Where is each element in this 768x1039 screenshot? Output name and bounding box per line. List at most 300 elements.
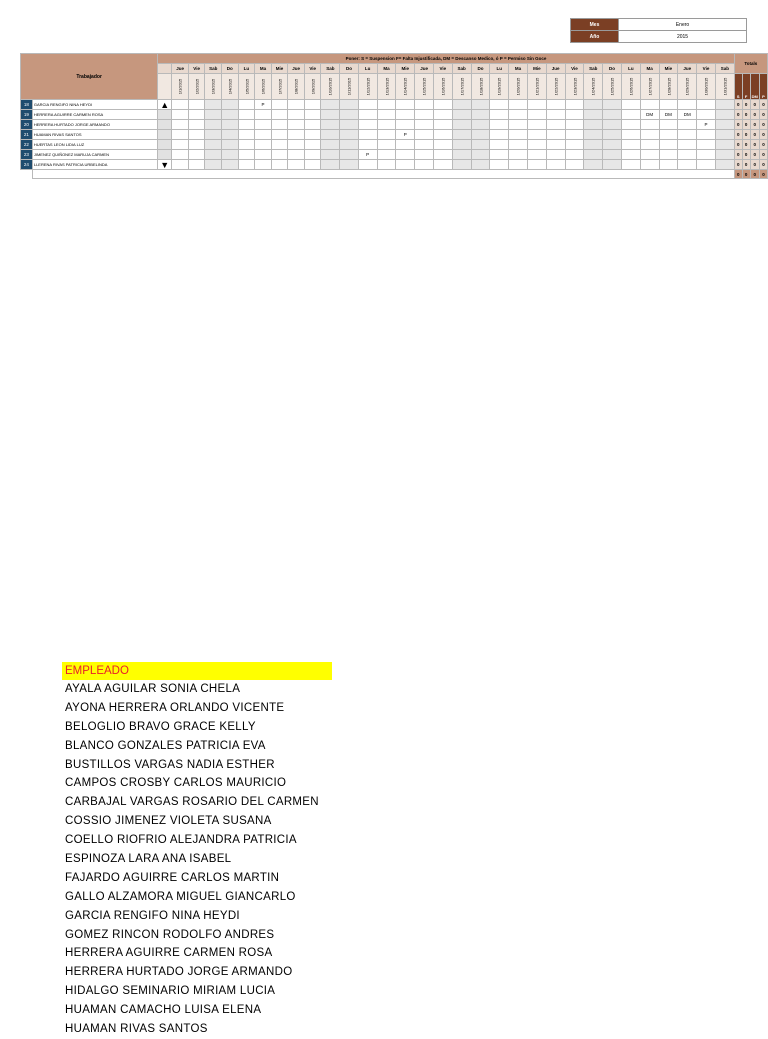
attendance-cell[interactable] <box>271 140 288 150</box>
attendance-cell[interactable] <box>238 110 255 120</box>
row-total: 0 <box>734 150 742 160</box>
attendance-cell[interactable] <box>603 150 622 160</box>
attendance-cell[interactable] <box>288 120 305 130</box>
list-item[interactable]: AYONA HERRERA ORLANDO VICENTE <box>65 701 285 714</box>
scrollbar-track[interactable] <box>158 110 172 120</box>
scroll-down-button[interactable] <box>158 160 172 170</box>
attendance-cell[interactable] <box>584 150 603 160</box>
date-header <box>377 74 396 100</box>
date-label: 1/2/2015 <box>194 78 200 95</box>
attendance-cell[interactable] <box>527 140 546 150</box>
table-row <box>21 110 768 120</box>
anio-value[interactable]: 2015 <box>619 31 747 43</box>
attendance-cell[interactable] <box>396 120 415 130</box>
date-label: 1/14/2015 <box>402 77 408 96</box>
attendance-cell[interactable] <box>452 140 471 150</box>
attendance-cell[interactable] <box>377 120 396 130</box>
scrollbar-track[interactable] <box>158 120 172 130</box>
attendance-cell[interactable] <box>238 130 255 140</box>
day-name-header: Sab <box>584 64 603 74</box>
attendance-cell[interactable] <box>640 140 659 150</box>
attendance-cell[interactable] <box>678 130 697 140</box>
row-number: 20 <box>21 120 33 130</box>
attendance-cell[interactable] <box>621 160 640 170</box>
attendance-cell[interactable] <box>321 140 340 150</box>
attendance-cell[interactable] <box>188 110 205 120</box>
table-row <box>21 130 768 140</box>
attendance-cell[interactable] <box>340 120 359 130</box>
grand-total: 0 <box>750 170 759 179</box>
attendance-cell[interactable] <box>358 140 377 150</box>
list-item[interactable]: CARBAJAL VARGAS ROSARIO DEL CARMEN <box>65 796 319 809</box>
attendance-cell[interactable] <box>321 130 340 140</box>
attendance-cell[interactable] <box>603 120 622 130</box>
attendance-cell[interactable] <box>715 120 734 130</box>
date-label: 1/12/2015 <box>365 77 371 96</box>
attendance-cell[interactable] <box>271 120 288 130</box>
attendance-cell[interactable] <box>697 160 716 170</box>
day-name-header: Lu <box>621 64 640 74</box>
attendance-cell[interactable] <box>205 150 222 160</box>
attendance-cell[interactable] <box>584 130 603 140</box>
attendance-cell[interactable] <box>471 120 490 130</box>
list-item[interactable]: AYALA AGUILAR SONIA CHELA <box>65 683 241 695</box>
attendance-cell[interactable] <box>659 160 678 170</box>
attendance-cell[interactable] <box>452 120 471 130</box>
attendance-cell[interactable] <box>340 150 359 160</box>
attendance-cell[interactable] <box>471 110 490 120</box>
attendance-cell[interactable] <box>697 150 716 160</box>
attendance-cell[interactable] <box>490 140 509 150</box>
attendance-cell[interactable] <box>172 130 189 140</box>
day-name-header: Sab <box>452 64 471 74</box>
attendance-cell[interactable] <box>222 140 239 150</box>
date-header <box>396 74 415 100</box>
attendance-cell[interactable] <box>565 140 584 150</box>
attendance-cell[interactable]: DM <box>659 110 678 120</box>
attendance-cell[interactable] <box>222 160 239 170</box>
attendance-cell[interactable] <box>288 110 305 120</box>
attendance-cell[interactable] <box>697 130 716 140</box>
attendance-cell[interactable] <box>222 110 239 120</box>
attendance-cell[interactable] <box>697 140 716 150</box>
attendance-cell[interactable] <box>433 140 452 150</box>
date-header <box>271 74 288 100</box>
attendance-cell[interactable] <box>415 130 434 140</box>
attendance-cell[interactable] <box>433 160 452 170</box>
attendance-cell[interactable] <box>546 150 565 160</box>
row-total: 0 <box>759 140 767 150</box>
attendance-cell[interactable] <box>697 110 716 120</box>
attendance-cell[interactable] <box>377 140 396 150</box>
attendance-cell[interactable] <box>396 110 415 120</box>
list-item[interactable]: HIDALGO SEMINARIO MIRIAM LUCIA <box>65 985 276 998</box>
attendance-cell[interactable] <box>340 140 359 150</box>
attendance-cell[interactable] <box>509 110 528 120</box>
attendance-cell[interactable] <box>172 100 189 110</box>
attendance-cell[interactable] <box>377 160 396 170</box>
mes-label: Mes <box>571 19 619 31</box>
attendance-cell[interactable] <box>715 130 734 140</box>
attendance-cell[interactable] <box>715 100 734 110</box>
attendance-cell[interactable] <box>433 120 452 130</box>
attendance-cell[interactable] <box>238 120 255 130</box>
list-item[interactable]: COSSIO JIMENEZ VIOLETA SUSANA <box>65 815 272 828</box>
attendance-cell[interactable] <box>678 150 697 160</box>
attendance-cell[interactable] <box>255 130 272 140</box>
attendance-cell[interactable] <box>640 130 659 140</box>
attendance-cell[interactable]: P <box>358 150 377 160</box>
attendance-cell[interactable] <box>415 140 434 150</box>
attendance-cell[interactable] <box>358 100 377 110</box>
row-total: 0 <box>759 130 767 140</box>
attendance-cell[interactable] <box>188 120 205 130</box>
day-name-header: Jue <box>288 64 305 74</box>
list-item[interactable]: BUSTILLOS VARGAS NADIA ESTHER <box>65 758 275 771</box>
worker-name: HUAMAN RIVAS SANTOS <box>32 130 157 140</box>
attendance-cell[interactable] <box>678 160 697 170</box>
row-total: 0 <box>734 110 742 120</box>
attendance-cell[interactable] <box>452 160 471 170</box>
day-name-header: Mie <box>271 64 288 74</box>
attendance-cell[interactable] <box>358 110 377 120</box>
list-item[interactable]: GOMEZ RINCON RODOLFO ANDRES <box>65 928 275 941</box>
list-item[interactable]: HERRERA AGUIRRE CARMEN ROSA <box>65 947 273 960</box>
attendance-cell[interactable] <box>304 140 321 150</box>
attendance-cell[interactable] <box>415 160 434 170</box>
scroll-up-button[interactable] <box>158 100 172 110</box>
attendance-cell[interactable] <box>304 100 321 110</box>
attendance-cell[interactable] <box>565 130 584 140</box>
day-name-header: Do <box>340 64 359 74</box>
attendance-cell[interactable] <box>172 110 189 120</box>
attendance-cell[interactable] <box>340 160 359 170</box>
attendance-cell[interactable] <box>452 130 471 140</box>
attendance-cell[interactable] <box>527 100 546 110</box>
attendance-cell[interactable] <box>340 110 359 120</box>
attendance-cell[interactable] <box>288 100 305 110</box>
attendance-cell[interactable] <box>288 130 305 140</box>
attendance-cell[interactable] <box>471 150 490 160</box>
attendance-cell[interactable]: DM <box>678 110 697 120</box>
day-name-header: Ma <box>377 64 396 74</box>
attendance-cell[interactable] <box>222 150 239 160</box>
attendance-cell[interactable] <box>188 140 205 150</box>
attendance-cell[interactable] <box>584 110 603 120</box>
attendance-cell[interactable] <box>452 100 471 110</box>
attendance-cell[interactable] <box>490 130 509 140</box>
row-total: 0 <box>742 140 750 150</box>
attendance-cell[interactable] <box>603 100 622 110</box>
list-item[interactable]: HUAMAN RIVAS SANTOS <box>65 1023 208 1036</box>
attendance-cell[interactable] <box>433 110 452 120</box>
attendance-cell[interactable] <box>584 160 603 170</box>
attendance-cell[interactable] <box>640 160 659 170</box>
attendance-cell[interactable] <box>546 130 565 140</box>
row-total: 0 <box>759 100 767 110</box>
list-item[interactable]: GARCIA RENGIFO NINA HEYDI <box>65 909 240 922</box>
list-item[interactable]: HUAMAN CAMACHO LUISA ELENA <box>65 1004 262 1017</box>
attendance-cell[interactable] <box>271 160 288 170</box>
attendance-cell[interactable] <box>509 140 528 150</box>
attendance-cell[interactable] <box>222 100 239 110</box>
scrollbar-track[interactable] <box>158 150 172 160</box>
attendance-cell[interactable] <box>255 110 272 120</box>
day-name-header: Do <box>603 64 622 74</box>
attendance-cell[interactable] <box>565 160 584 170</box>
attendance-cell[interactable] <box>222 130 239 140</box>
attendance-cell[interactable] <box>659 130 678 140</box>
attendance-cell[interactable] <box>205 130 222 140</box>
attendance-cell[interactable] <box>584 120 603 130</box>
attendance-cell[interactable] <box>172 160 189 170</box>
attendance-cell[interactable] <box>255 150 272 160</box>
day-name-header: Jue <box>415 64 434 74</box>
date-header <box>172 74 189 100</box>
attendance-cell[interactable] <box>471 160 490 170</box>
attendance-cell[interactable] <box>377 100 396 110</box>
row-total: 0 <box>742 120 750 130</box>
attendance-cell[interactable] <box>621 120 640 130</box>
attendance-cell[interactable] <box>640 100 659 110</box>
scrollbar-track[interactable] <box>158 130 172 140</box>
attendance-cell[interactable] <box>715 150 734 160</box>
attendance-cell[interactable] <box>205 120 222 130</box>
attendance-cell[interactable] <box>452 110 471 120</box>
attendance-cell[interactable] <box>321 100 340 110</box>
date-label: 1/25/2015 <box>609 77 615 96</box>
attendance-cell[interactable] <box>358 160 377 170</box>
attendance-cell[interactable] <box>546 160 565 170</box>
attendance-cell[interactable] <box>304 110 321 120</box>
date-header <box>433 74 452 100</box>
attendance-cell[interactable] <box>340 130 359 140</box>
list-item[interactable]: CAMPOS CROSBY CARLOS MAURICIO <box>65 777 287 790</box>
row-total: 0 <box>734 140 742 150</box>
attendance-cell[interactable] <box>659 140 678 150</box>
attendance-cell[interactable] <box>527 160 546 170</box>
attendance-cell[interactable] <box>271 100 288 110</box>
attendance-cell[interactable] <box>603 130 622 140</box>
attendance-cell[interactable] <box>621 140 640 150</box>
attendance-cell[interactable] <box>271 130 288 140</box>
attendance-cell[interactable] <box>340 100 359 110</box>
attendance-cell[interactable] <box>509 160 528 170</box>
attendance-cell[interactable] <box>659 120 678 130</box>
attendance-cell[interactable] <box>304 160 321 170</box>
attendance-cell[interactable] <box>603 140 622 150</box>
attendance-cell[interactable] <box>527 110 546 120</box>
attendance-cell[interactable] <box>584 140 603 150</box>
date-label: 1/19/2015 <box>496 77 502 96</box>
attendance-cell[interactable] <box>188 160 205 170</box>
scroll-spacer <box>158 74 172 100</box>
row-number: 22 <box>21 140 33 150</box>
day-name-header: Lu <box>358 64 377 74</box>
attendance-cell[interactable] <box>271 110 288 120</box>
attendance-cell[interactable] <box>396 160 415 170</box>
attendance-cell[interactable] <box>697 100 716 110</box>
row-total: 0 <box>750 140 759 150</box>
attendance-cell[interactable] <box>222 120 239 130</box>
attendance-cell[interactable] <box>621 130 640 140</box>
attendance-cell[interactable] <box>546 120 565 130</box>
attendance-cell[interactable] <box>678 100 697 110</box>
date-label: 1/29/2015 <box>684 77 690 96</box>
attendance-cell[interactable] <box>255 140 272 150</box>
attendance-cell[interactable] <box>288 150 305 160</box>
list-item[interactable]: HERRERA HURTADO JORGE ARMANDO <box>65 966 293 979</box>
attendance-cell[interactable]: P <box>255 100 272 110</box>
attendance-cell[interactable] <box>621 150 640 160</box>
attendance-cell[interactable] <box>433 100 452 110</box>
attendance-cell[interactable] <box>546 100 565 110</box>
attendance-cell[interactable] <box>172 120 189 130</box>
attendance-cell[interactable] <box>452 150 471 160</box>
attendance-cell[interactable] <box>255 160 272 170</box>
attendance-cell[interactable] <box>509 100 528 110</box>
attendance-cell[interactable] <box>715 110 734 120</box>
attendance-cell[interactable] <box>172 150 189 160</box>
attendance-cell[interactable] <box>603 110 622 120</box>
attendance-cell[interactable] <box>433 150 452 160</box>
row-total: 0 <box>750 110 759 120</box>
table-row <box>21 160 768 170</box>
list-item[interactable]: BLANCO GONZALES PATRICIA EVA <box>65 739 266 752</box>
attendance-cell[interactable] <box>188 100 205 110</box>
attendance-cell[interactable] <box>715 140 734 150</box>
attendance-cell[interactable] <box>415 110 434 120</box>
attendance-cell[interactable] <box>546 140 565 150</box>
attendance-cell[interactable] <box>509 120 528 130</box>
attendance-cell[interactable] <box>490 150 509 160</box>
attendance-cell[interactable] <box>490 100 509 110</box>
attendance-cell[interactable] <box>238 100 255 110</box>
attendance-cell[interactable] <box>358 120 377 130</box>
attendance-cell[interactable] <box>238 140 255 150</box>
attendance-cell[interactable] <box>288 160 305 170</box>
attendance-cell[interactable] <box>396 150 415 160</box>
day-name-header: Jue <box>172 64 189 74</box>
attendance-cell[interactable] <box>471 130 490 140</box>
attendance-cell[interactable] <box>527 150 546 160</box>
attendance-cell[interactable] <box>321 150 340 160</box>
attendance-cell[interactable] <box>358 130 377 140</box>
attendance-cell[interactable] <box>205 100 222 110</box>
list-item[interactable]: BELOGLIO BRAVO GRACE KELLY <box>65 720 256 733</box>
date-label: 1/4/2015 <box>227 78 233 95</box>
attendance-cell[interactable] <box>659 150 678 160</box>
list-item[interactable]: ESPINOZA LARA ANA ISABEL <box>65 853 232 866</box>
attendance-cell[interactable] <box>321 120 340 130</box>
attendance-cell[interactable] <box>188 130 205 140</box>
date-header <box>527 74 546 100</box>
day-name-header: Vie <box>565 64 584 74</box>
mes-value[interactable]: Enero <box>619 19 747 31</box>
attendance-cell[interactable] <box>490 160 509 170</box>
attendance-cell[interactable] <box>603 160 622 170</box>
attendance-cell[interactable] <box>304 150 321 160</box>
attendance-cell[interactable] <box>565 150 584 160</box>
attendance-cell[interactable] <box>288 140 305 150</box>
attendance-cell[interactable]: P <box>697 120 716 130</box>
attendance-cell[interactable] <box>205 110 222 120</box>
employee-list-header: EMPLEADO <box>62 662 332 680</box>
attendance-cell[interactable] <box>415 100 434 110</box>
attendance-cell[interactable] <box>238 150 255 160</box>
empty-cell <box>21 170 33 179</box>
trabajador-header: Trabajador <box>21 54 158 100</box>
attendance-cell[interactable] <box>527 130 546 140</box>
attendance-cell[interactable] <box>715 160 734 170</box>
attendance-cell[interactable] <box>238 160 255 170</box>
day-name-header: Vie <box>188 64 205 74</box>
date-label: 1/23/2015 <box>571 77 577 96</box>
attendance-cell[interactable] <box>640 150 659 160</box>
attendance-cell[interactable] <box>678 140 697 150</box>
attendance-cell[interactable] <box>205 160 222 170</box>
attendance-cell[interactable] <box>304 130 321 140</box>
scrollbar-track[interactable] <box>158 140 172 150</box>
attendance-cell[interactable] <box>621 110 640 120</box>
date-label: 1/21/2015 <box>534 77 540 96</box>
attendance-cell[interactable] <box>304 120 321 130</box>
attendance-cell[interactable] <box>188 150 205 160</box>
attendance-cell[interactable] <box>433 130 452 140</box>
attendance-cell[interactable] <box>490 110 509 120</box>
attendance-cell[interactable] <box>271 150 288 160</box>
attendance-cell[interactable] <box>527 120 546 130</box>
attendance-cell[interactable] <box>172 140 189 150</box>
attendance-cell[interactable] <box>621 100 640 110</box>
attendance-cell[interactable] <box>396 140 415 150</box>
attendance-cell[interactable] <box>509 130 528 140</box>
attendance-cell[interactable] <box>377 150 396 160</box>
attendance-cell[interactable] <box>640 120 659 130</box>
list-item[interactable]: GALLO ALZAMORA MIGUEL GIANCARLO <box>65 890 296 903</box>
attendance-cell[interactable] <box>490 120 509 130</box>
date-label: 1/27/2015 <box>647 77 653 96</box>
attendance-cell[interactable] <box>321 110 340 120</box>
attendance-cell[interactable] <box>255 120 272 130</box>
date-label: 1/28/2015 <box>665 77 671 96</box>
attendance-cell[interactable] <box>377 130 396 140</box>
attendance-grid <box>20 53 768 179</box>
attendance-cell[interactable] <box>415 150 434 160</box>
attendance-cell[interactable] <box>584 100 603 110</box>
list-item[interactable]: COELLO RIOFRIO ALEJANDRA PATRICIA <box>65 834 297 847</box>
attendance-cell[interactable] <box>471 100 490 110</box>
attendance-cell[interactable]: DM <box>640 110 659 120</box>
attendance-cell[interactable] <box>205 140 222 150</box>
attendance-cell[interactable] <box>546 110 565 120</box>
attendance-cell[interactable] <box>565 120 584 130</box>
attendance-cell[interactable] <box>377 110 396 120</box>
attendance-cell[interactable] <box>415 120 434 130</box>
attendance-cell[interactable]: P <box>396 130 415 140</box>
attendance-cell[interactable] <box>509 150 528 160</box>
attendance-cell[interactable] <box>565 100 584 110</box>
list-item[interactable]: FAJARDO AGUIRRE CARLOS MARTIN <box>65 871 280 884</box>
attendance-cell[interactable] <box>565 110 584 120</box>
attendance-cell[interactable] <box>321 160 340 170</box>
grand-total: 0 <box>734 170 742 179</box>
attendance-cell[interactable] <box>678 120 697 130</box>
attendance-cell[interactable] <box>471 140 490 150</box>
row-total: 0 <box>734 160 742 170</box>
attendance-cell[interactable] <box>396 100 415 110</box>
attendance-cell[interactable] <box>659 100 678 110</box>
